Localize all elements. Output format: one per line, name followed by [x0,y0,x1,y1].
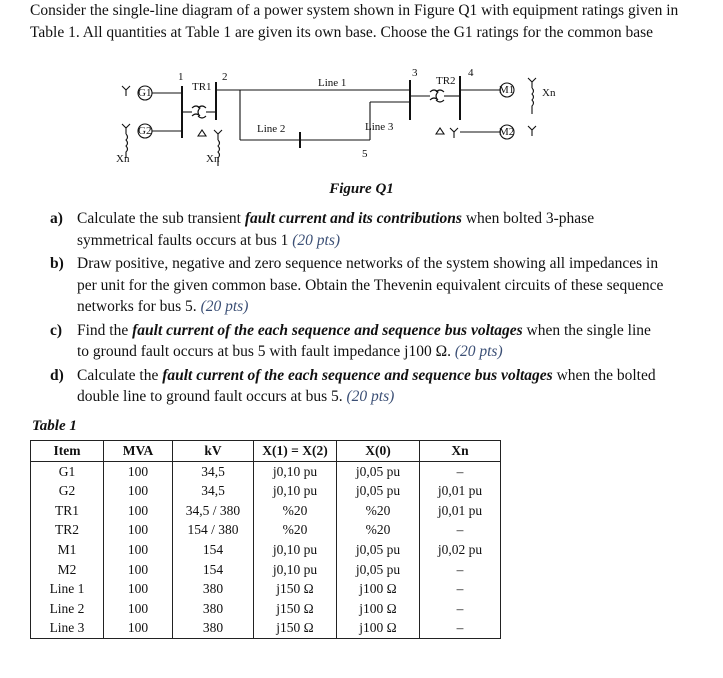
header-kv: kV [173,441,254,462]
tr2-label: TR2 [436,75,456,87]
ratings-table [30,440,501,639]
line1-label: Line 1 [318,77,347,89]
xn-mid-label: Xn [206,153,220,165]
bus4-label: 4 [468,67,474,79]
table-header-row [31,441,501,462]
single-line-diagram-svg [100,62,620,197]
table-row: TR2 100 154 / 380 %20 %20 – [31,520,501,540]
table-row: Line 3 100 380 j150 Ω j100 Ω – [31,618,501,638]
table-row: G2 100 34,5 j0,10 pu j0,05 pu j0,01 pu [31,481,501,501]
xn-left-label: Xn [116,153,130,165]
tr1-label: TR1 [192,81,212,93]
bus5-label: 5 [362,148,368,160]
m1-label: M1 [499,84,515,96]
single-line-diagram [100,62,620,197]
line3-label: Line 3 [365,121,394,133]
table-row: M2 100 154 j0,10 pu j0,05 pu – [31,560,501,580]
header-x12: X(1) = X(2) [254,441,337,462]
question-c: c) Find the fault current of the each sequence and sequence bus voltages when the single line to ground fault occurs at bus 5 with fault impedance j100 Ω. (20 pts) [50,321,651,360]
header-xn: Xn [420,441,501,462]
question-d: d) Calculate the fault current of the each sequence and sequence bus voltages when the bolted double line to ground fault occurs at bus 5. (20 pts) [50,366,656,405]
bus1-label: 1 [178,71,184,83]
m2-label: M2 [499,126,515,138]
table-row: Line 2 100 380 j150 Ω j100 Ω – [31,599,501,619]
table-row: TR1 100 34,5 / 380 %20 %20 j0,01 pu [31,501,501,521]
g2-label: G2 [138,125,152,137]
bus2-label: 2 [222,71,228,83]
line2-label: Line 2 [257,123,286,135]
table-row: G1 100 34,5 j0,10 pu j0,05 pu – [31,461,501,481]
g1-label: G1 [138,87,152,99]
table-title: Table 1 [32,418,77,434]
question-list [50,208,665,410]
question-a: a) Calculate the sub transient fault current and its contributions when bolted 3-phase symmetrical faults occurs at bus 1 (20 pts) [50,210,595,249]
problem-intro: Consider the single-line diagram of a power system shown in Figure Q1 with equipment ratings given in Table 1. All quantities at Table 1 are given its own base. Choose the G1 ratings for the common base [30,2,679,41]
table-row: M1 100 154 j0,10 pu j0,05 pu j0,02 pu [31,540,501,560]
header-mva: MVA [104,441,173,462]
bus3-label: 3 [412,67,418,79]
figure-caption: Figure Q1 [329,181,394,197]
question-b: b) Draw positive, negative and zero sequence networks of the system showing all impedances in per unit for the given common base. Obtain the Thevenin equivalent circuits of these sequence networks for bus 5. (20 pts) [50,255,664,315]
header-item: Item [31,441,104,462]
header-x0: X(0) [337,441,420,462]
xn-right-label: Xn [542,87,556,99]
table-row: Line 1 100 380 j150 Ω j100 Ω – [31,579,501,599]
